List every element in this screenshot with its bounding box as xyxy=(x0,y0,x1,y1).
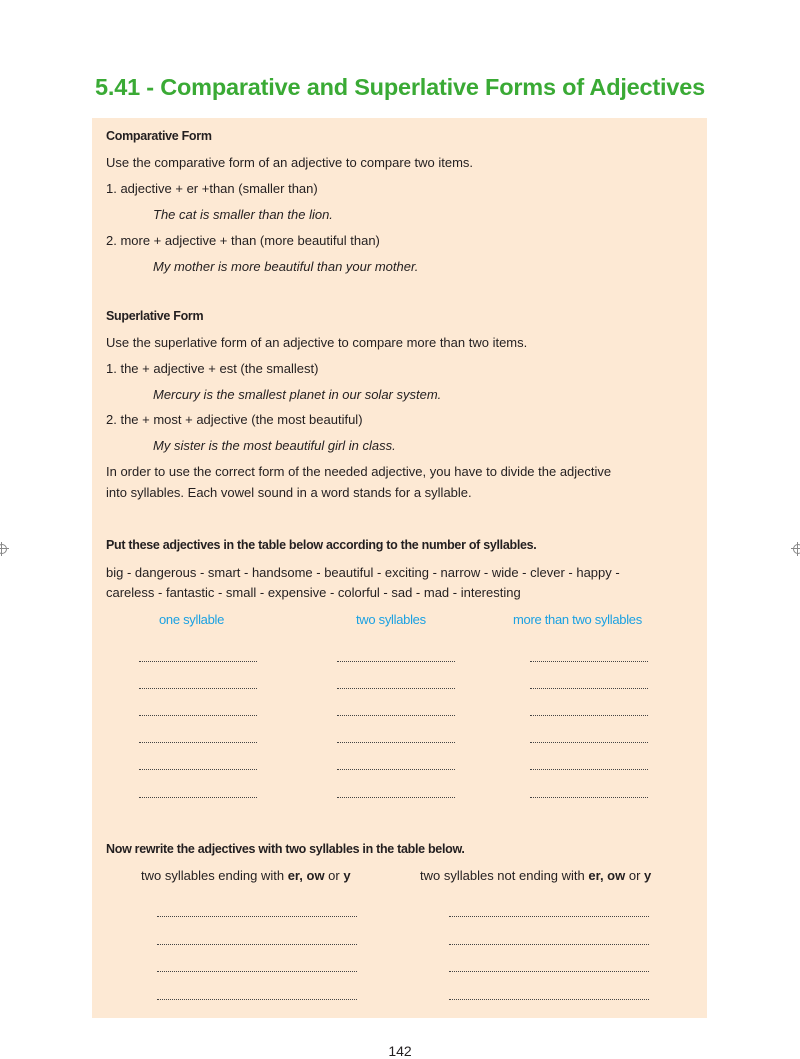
answer-line[interactable] xyxy=(139,797,257,798)
word-list-line-2: careless - fantastic - small - expensive - colorful - sad - mad - interesting xyxy=(106,585,521,600)
answer-line[interactable] xyxy=(157,971,357,972)
superlative-example-2: My sister is the most beautiful girl in class. xyxy=(153,438,396,453)
comparative-example-2: My mother is more beautiful than your mother. xyxy=(153,259,419,274)
word-list-line-1: big - dangerous - smart - handsome - beautiful - exciting - narrow - wide - clever - happy - xyxy=(106,565,620,580)
answer-line[interactable] xyxy=(139,769,257,770)
answer-line[interactable] xyxy=(530,769,648,770)
answer-line[interactable] xyxy=(449,944,649,945)
exercise-2-instruction: Now rewrite the adjectives with two syllables in the table below. xyxy=(106,842,465,856)
column-header-two-syllables: two syllables xyxy=(356,612,426,627)
answer-line[interactable] xyxy=(449,916,649,917)
comparative-rule-2: 2. more + adjective + than (more beautiful than) xyxy=(106,233,380,248)
answer-line[interactable] xyxy=(337,742,455,743)
answer-line[interactable] xyxy=(139,715,257,716)
syllable-note-line-1: In order to use the correct form of the needed adjective, you have to divide the adjective xyxy=(106,464,612,479)
answer-line[interactable] xyxy=(157,999,357,1000)
answer-line[interactable] xyxy=(139,688,257,689)
answer-line[interactable] xyxy=(157,916,357,917)
answer-line[interactable] xyxy=(530,742,648,743)
registration-mark-left xyxy=(0,542,9,556)
superlative-rule-2: 2. the + most + adjective (the most beautiful) xyxy=(106,412,363,427)
answer-line[interactable] xyxy=(139,661,257,662)
column-header-ending-er-ow-y: two syllables ending with er, ow or y xyxy=(141,868,351,883)
superlative-heading: Superlative Form xyxy=(106,309,204,323)
column-header-not-ending-er-ow-y: two syllables not ending with er, ow or y xyxy=(420,868,652,883)
registration-mark-right xyxy=(791,542,800,556)
answer-line[interactable] xyxy=(530,688,648,689)
page-number: 142 xyxy=(388,1043,412,1059)
answer-line[interactable] xyxy=(530,715,648,716)
comparative-intro: Use the comparative form of an adjective to compare two items. xyxy=(106,155,474,170)
column-header-one-syllable: one syllable xyxy=(159,612,225,627)
superlative-rule-1: 1. the + adjective + est (the smallest) xyxy=(106,361,319,376)
answer-line[interactable] xyxy=(337,769,455,770)
answer-line[interactable] xyxy=(530,661,648,662)
comparative-rule-1: 1. adjective + er +than (smaller than) xyxy=(106,181,318,196)
answer-line[interactable] xyxy=(337,715,455,716)
superlative-intro: Use the superlative form of an adjective to compare more than two items. xyxy=(106,335,528,350)
answer-line[interactable] xyxy=(530,797,648,798)
page-title: 5.41 - Comparative and Superlative Forms of Adjectives xyxy=(95,74,705,100)
comparative-heading: Comparative Form xyxy=(106,129,212,143)
exercise-1-instruction: Put these adjectives in the table below according to the number of syllables. xyxy=(106,538,537,552)
answer-line[interactable] xyxy=(449,999,649,1000)
comparative-example-1: The cat is smaller than the lion. xyxy=(153,207,333,222)
answer-line[interactable] xyxy=(449,971,649,972)
superlative-example-1: Mercury is the smallest planet in our solar system. xyxy=(153,387,442,402)
syllable-note-line-2: into syllables. Each vowel sound in a word stands for a syllable. xyxy=(106,485,472,500)
column-header-more-syllables: more than two syllables xyxy=(513,612,642,627)
answer-line[interactable] xyxy=(139,742,257,743)
answer-line[interactable] xyxy=(157,944,357,945)
answer-line[interactable] xyxy=(337,661,455,662)
answer-line[interactable] xyxy=(337,797,455,798)
answer-line[interactable] xyxy=(337,688,455,689)
